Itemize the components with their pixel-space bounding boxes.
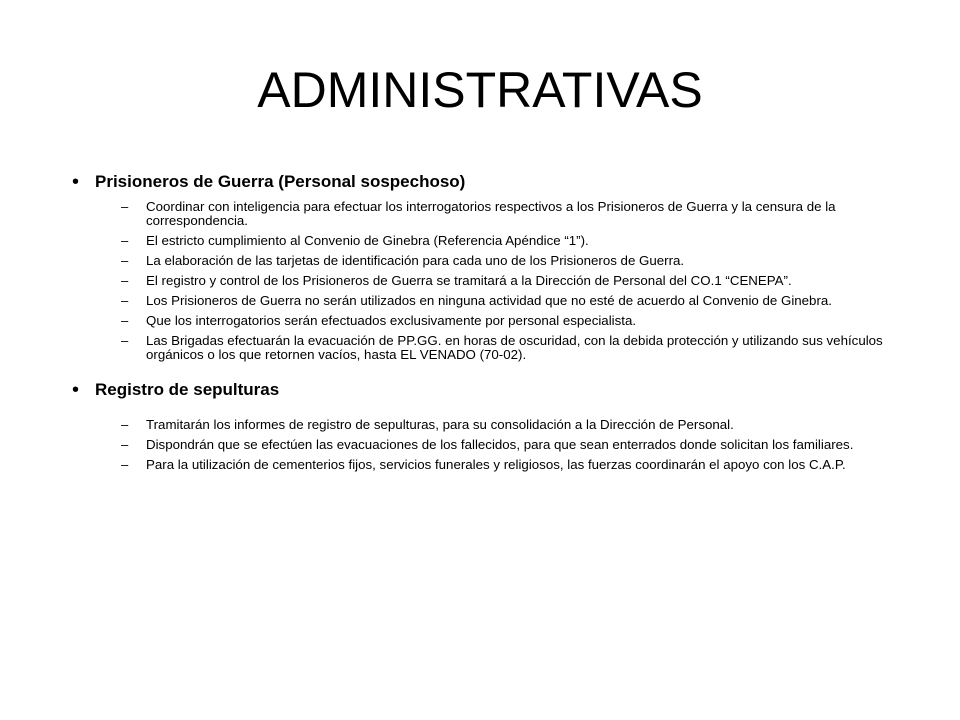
list-item [121,458,912,472]
list-item [121,234,912,248]
section-heading: Registro de sepulturas [95,380,280,399]
section-registro-sepulturas [72,376,912,472]
list-item [121,274,912,288]
list-item [121,438,912,452]
list-item [121,254,912,268]
dash-icon: – [121,333,129,348]
dash-icon: – [121,233,129,248]
sub-item-list [72,200,912,362]
dash-icon: – [121,457,129,472]
bullet-heading-row [72,168,912,196]
slide-content [72,168,912,478]
list-item-text: Las Brigadas efectuarán la evacuación de PP.GG. en horas de oscuridad, con la debida protección y utilizando sus vehículos orgánicos o los que retornen vacíos, hasta EL VENADO (70-02). [146,333,883,362]
list-item-text: Tramitarán los informes de registro de sepulturas, para su consolidación a la Dirección de Personal. [146,417,734,432]
bullet-icon: • [72,171,80,193]
bullet-heading-row [72,376,912,404]
dash-icon: – [121,253,129,268]
list-item-text: La elaboración de las tarjetas de identificación para cada uno de los Prisioneros de Guerra. [146,253,685,268]
list-item [121,418,912,432]
section-heading: Prisioneros de Guerra (Personal sospechoso) [95,172,466,191]
list-item [121,334,912,362]
dash-icon: – [121,437,129,452]
list-item-text: Los Prisioneros de Guerra no serán utilizados en ninguna actividad que no esté de acuerdo al Convenio de Ginebra. [146,293,832,308]
list-item-text: El estricto cumplimiento al Convenio de Ginebra (Referencia Apéndice “1”). [146,233,589,248]
list-item-text: Para la utilización de cementerios fijos, servicios funerales y religiosos, las fuerzas coordinarán el apoyo con los C.A.P. [146,457,846,472]
list-item-text: Coordinar con inteligencia para efectuar los interrogatorios respectivos a los Prisioneros de Guerra y la censura de la correspondencia. [146,199,836,228]
dash-icon: – [121,273,129,288]
dash-icon: – [121,293,129,308]
sub-item-list [72,418,912,472]
list-item [121,294,912,308]
list-item-text: Que los interrogatorios serán efectuados exclusivamente por personal especialista. [146,313,637,328]
dash-icon: – [121,199,129,214]
section-prisioneros [72,168,912,362]
slide-title: ADMINISTRATIVAS [257,62,703,118]
list-item-text: El registro y control de los Prisioneros de Guerra se tramitará a la Dirección de Personal del CO.1 “CENEPA”. [146,273,792,288]
bullet-icon: • [72,379,80,401]
dash-icon: – [121,313,129,328]
list-item-text: Dispondrán que se efectúen las evacuaciones de los fallecidos, para que sean enterrados donde solicitan los familiares. [146,437,854,452]
list-item [121,314,912,328]
list-item [121,200,912,228]
dash-icon: – [121,417,129,432]
